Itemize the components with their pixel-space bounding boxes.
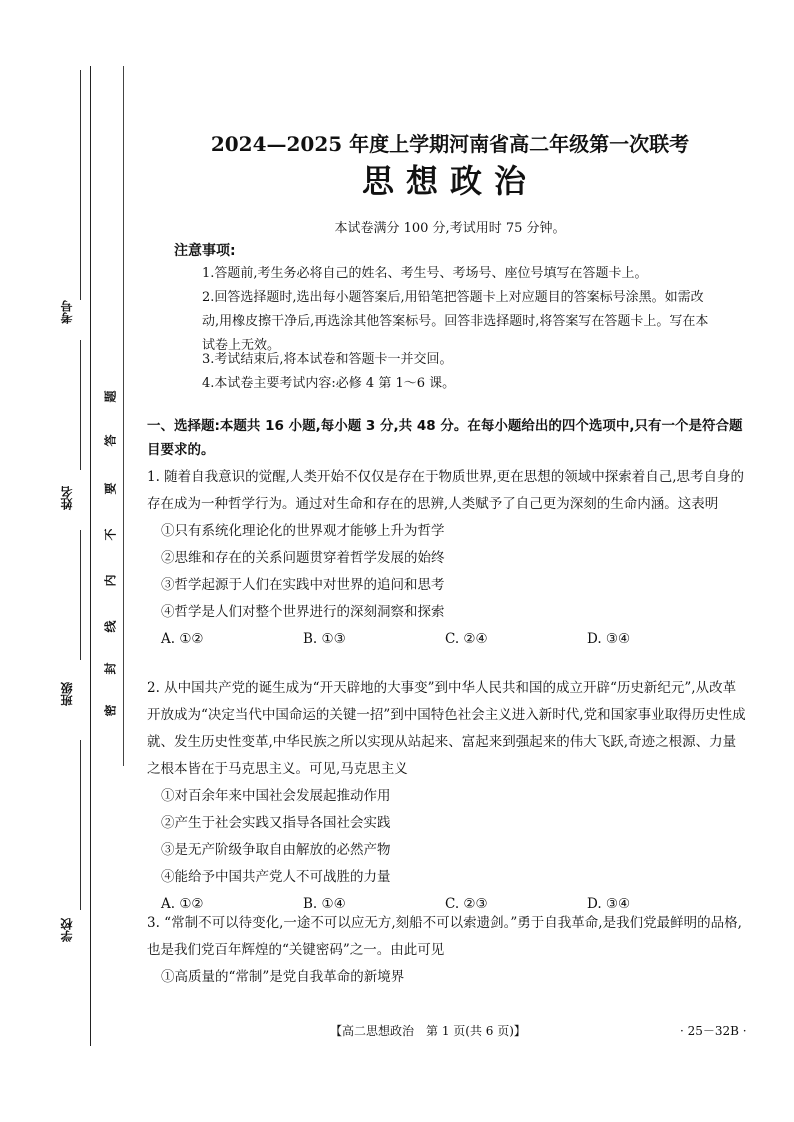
school-label: 学校 [60, 918, 74, 942]
question-2 [147, 675, 747, 918]
seal-char: 内 [103, 574, 118, 587]
question-1 [147, 464, 747, 653]
choice-a[interactable]: A. ①② [161, 631, 204, 647]
choice-d[interactable]: D. ③④ [587, 631, 631, 647]
binding-line [90, 66, 91, 1046]
answer-choices [147, 626, 747, 653]
seal-char: 题 [103, 390, 118, 403]
statement: ①对百余年来中国社会发展起推动作用 [161, 788, 391, 804]
seal-char: 封 [103, 662, 118, 675]
class-label: 班级 [60, 682, 74, 706]
seal-char: 答 [103, 434, 118, 447]
name-rule [80, 340, 81, 470]
choice-a[interactable]: A. ①② [161, 896, 204, 912]
choice-d[interactable]: D. ③④ [587, 896, 631, 912]
statement: ③哲学起源于人们在实践中对世界的追问和思考 [161, 577, 445, 593]
question-stem: 3. “常制不可以待变化,一途不可以应无方,刻船不可以索遗剑。”勇于自我革命,是我们党最鲜明的品格,也是我们党百年辉煌的“关键密码”之一。由此可见 [147, 915, 742, 958]
notice-item: 1.答题前,考生务必将自己的姓名、考生号、考场号、座位号填写在答题卡上。 [202, 266, 648, 281]
exam-title: 2024—2025 年度上学期河南省高二年级第一次联考 [210, 132, 690, 156]
choice-b[interactable]: B. ①④ [303, 896, 346, 912]
statement: ①高质量的“常制”是党自我革命的新境界 [161, 969, 405, 985]
exam-no-rule [80, 70, 81, 300]
subject-title: 思想政治 [361, 162, 538, 200]
notice-item: 3.考试结束后,将本试卷和答题卡一并交回。 [202, 352, 453, 367]
question-stem: 1. 随着自我意识的觉醒,人类开始不仅仅是存在于物质世界,更在思想的领域中探索着自己,思考自身的存在成为一种哲学行为。通过对生命和存在的思辨,人类赋予了自己更为深刻的生命内涵。这表明 [147, 469, 745, 512]
exam-code: · 25－32B · [680, 1024, 747, 1038]
page-footer: 【高二思想政治 第 1 页(共 6 页)】 [330, 1024, 526, 1038]
class-rule [80, 530, 81, 660]
seal-char: 不 [103, 528, 118, 541]
statement: ③是无产阶级争取自由解放的必然产物 [161, 842, 391, 858]
question-3 [147, 910, 747, 991]
statement: ①只有系统化理论化的世界观才能够上升为哲学 [161, 523, 445, 539]
seal-char: 线 [103, 620, 118, 633]
notice-item: 2.回答选择题时,选出每小题答案后,用铅笔把答题卡上对应题目的答案标号涂黑。如需改动,用橡皮擦干净后,再选涂其他答案标号。回答非选择题时,将答案写在答题卡上。写在本试卷上无效。 [202, 290, 709, 353]
statement: ②思维和存在的关系问题贯穿着哲学发展的始终 [161, 550, 445, 566]
statement: ②产生于社会实践又指导各国社会实践 [161, 815, 391, 831]
statement: ④能给予中国共产党人不可战胜的力量 [161, 869, 391, 885]
notice-title: 注意事项: [174, 243, 236, 259]
section-heading: 一、选择题:本题共 16 小题,每小题 3 分,共 48 分。在每小题给出的四个选项中,只有一个是符合题目要求的。 [147, 418, 743, 458]
choice-c[interactable]: C. ②③ [445, 896, 488, 912]
seal-line [123, 66, 124, 766]
notice-item: 4.本试卷主要考试内容:必修 4 第 1～6 课。 [202, 376, 456, 391]
question-stem: 2. 从中国共产党的诞生成为“开天辟地的大事变”到中华人民共和国的成立开辟“历史新纪元”,从改革开放成为“决定当代中国命运的关键一招”到中国特色社会主义进入新时代,党和国家事业取得历史性成就、发生历史性变革,中华民族之所以实现从站起来、富起来到强起来的伟大飞跃,奇迹之根源、力量之根本皆在于马克思主义。可见,马克思主义 [147, 680, 746, 777]
seal-char: 密 [103, 704, 118, 717]
name-label: 姓名 [60, 486, 74, 510]
choice-b[interactable]: B. ①③ [303, 631, 346, 647]
school-rule [80, 740, 81, 910]
seal-char: 要 [103, 482, 118, 495]
statement: ④哲学是人们对整个世界进行的深刻洞察和探索 [161, 604, 445, 620]
score-line: 本试卷满分 100 分,考试用时 75 分钟。 [334, 221, 566, 236]
choice-c[interactable]: C. ②④ [445, 631, 488, 647]
exam-no-label: 考号 [60, 300, 74, 324]
